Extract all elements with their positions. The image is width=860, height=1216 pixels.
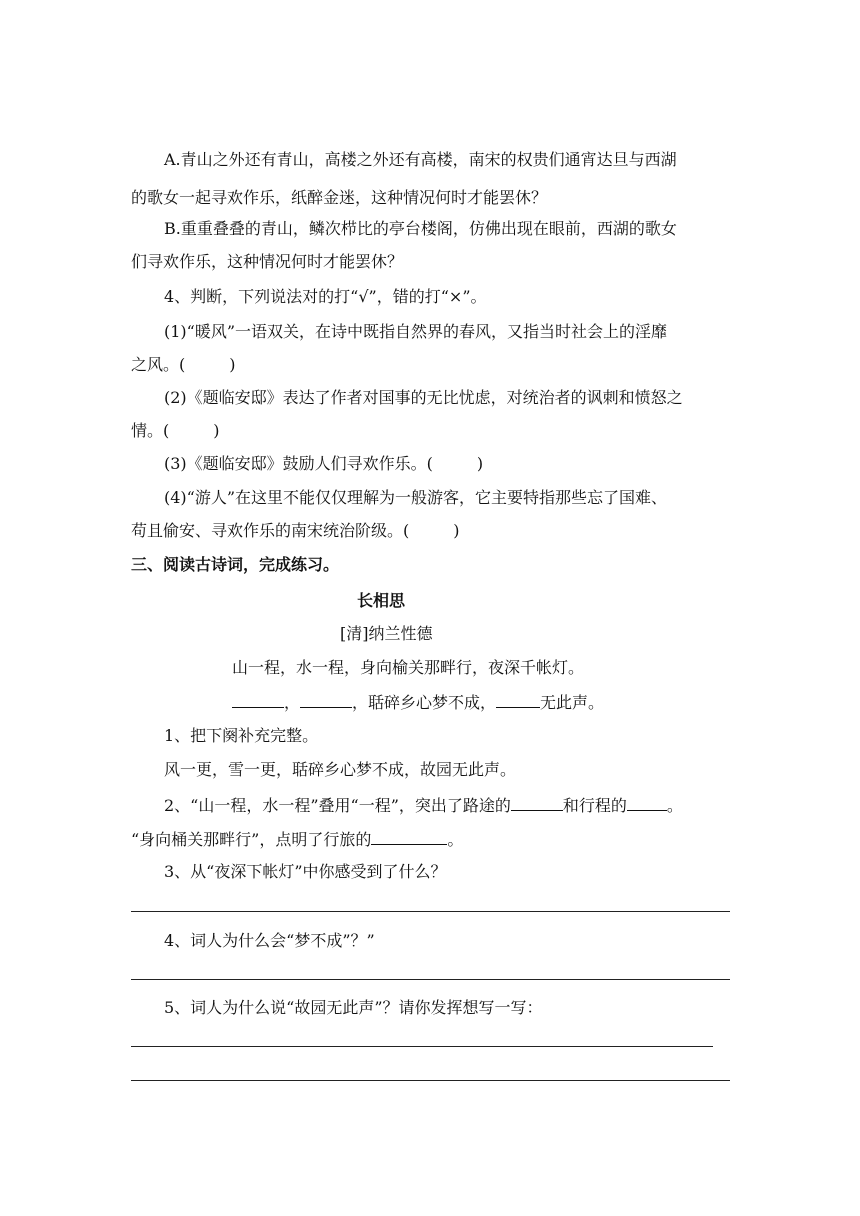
q4-prompt: 4、判断，下列说法对的打“√”，错的打“×”。 [164,287,487,306]
sec3-q2-blank-3[interactable] [371,828,447,845]
sec3-q3-answer-line[interactable] [131,911,730,912]
judge-item-3-line1 [164,454,483,474]
section-3-heading: 三、阅读古诗词，完成练习。 [131,555,340,574]
poem-blank-3[interactable] [496,691,540,708]
sec3-q2-text-c: 。 [666,796,683,815]
q3-option-a-line1: A.青山之外还有青山，高楼之外还有高楼，南宋的权贵们通宵达旦与西湖 [164,150,677,169]
sec3-q4-prompt: 4、词人为什么会“梦不成”？” [164,931,375,950]
sec3-q2-line1 [164,794,683,816]
judge-item-3-text: (3)《题临安邸》鼓励人们寻欢作乐。( [164,454,433,473]
poem-title: 长相思 [357,591,406,610]
judge-item-1-line1: (1)“暖风”一语双关，在诗中既指自然界的春风，又指当时社会上的淫靡 [164,322,668,341]
judge-item-2-line1: (2)《题临安邸》表达了作者对国事的无比忧虑，对统治者的讽刺和愤怒之 [164,388,683,407]
judge-item-4-line2 [131,521,460,541]
q3-option-b-line2: 们寻欢作乐，这种情况何时才能罢休？ [131,252,404,271]
sec3-q2-blank-1[interactable] [511,794,563,811]
judge-item-1-close: ) [229,355,236,374]
judge-item-3-close: ) [476,454,484,473]
judge-item-2-close: ) [213,421,220,440]
q3-option-b-line1: B.重重叠叠的青山，鳞次栉比的亭台楼阁，仿佛出现在眼前，西湖的歌女 [164,219,677,238]
sec3-q5-answer-line-2[interactable] [131,1080,730,1081]
judge-item-2-text: 情。( [131,421,170,440]
judge-item-2-line2 [131,421,220,441]
judge-item-4-text: 苟且偷安、寻欢作乐的南宋统治阶级。( [131,521,410,540]
poem-blank-1[interactable] [232,691,284,708]
poem-line-2 [232,691,604,713]
sec3-q5-answer-line-1[interactable] [131,1046,713,1047]
sec3-q2-text-d: “身向桶关那畔行”，点明了行旅的 [131,830,372,849]
sec3-q3-prompt: 3、从“夜深下帐灯”中你感受到了什么？ [164,862,447,881]
judge-item-4-close: ) [453,521,460,540]
sec3-q1-answer: 风一更，雪一更，聒碎乡心梦不成，故园无此声。 [164,760,517,779]
judge-item-4-line1: (4)“游人”在这里不能仅仅理解为一般游客，它主要特指那些忘了国难、 [164,488,668,507]
sec3-q2-blank-2[interactable] [627,794,667,811]
q3-option-a-line2: 的歌女一起寻欢作乐，纸醉金迷，这种情况何时才能罢休？ [131,188,548,207]
sec3-q4-answer-line[interactable] [131,979,730,980]
sec3-q2-text-e: 。 [447,830,464,849]
sec3-q5-prompt: 5、词人为什么说“故园无此声”？请你发挥想写一写： [164,998,543,1017]
poem-author: [清]纳兰性德 [340,624,433,643]
poem-line-1: 山一程，水一程，身向榆关那畔行，夜深千帐灯。 [232,658,585,677]
judge-item-1-line2 [131,355,236,375]
poem-blank-2[interactable] [300,691,352,708]
sec3-q1-prompt: 1、把下阕补充完整。 [164,726,319,745]
sec3-q2-line2 [131,828,463,850]
judge-item-1-text: 之风。( [131,355,186,374]
poem-line-2-end: 无此声。 [540,693,605,712]
poem-line-2-mid: ，聒碎乡心梦不成， [352,693,497,712]
sec3-q2-text-a: 2、“山一程，水一程”叠用“一程”，突出了路途的 [164,796,511,815]
sec3-q2-text-b: 和行程的 [562,796,627,815]
poem-line-2-sep: ， [284,693,301,712]
